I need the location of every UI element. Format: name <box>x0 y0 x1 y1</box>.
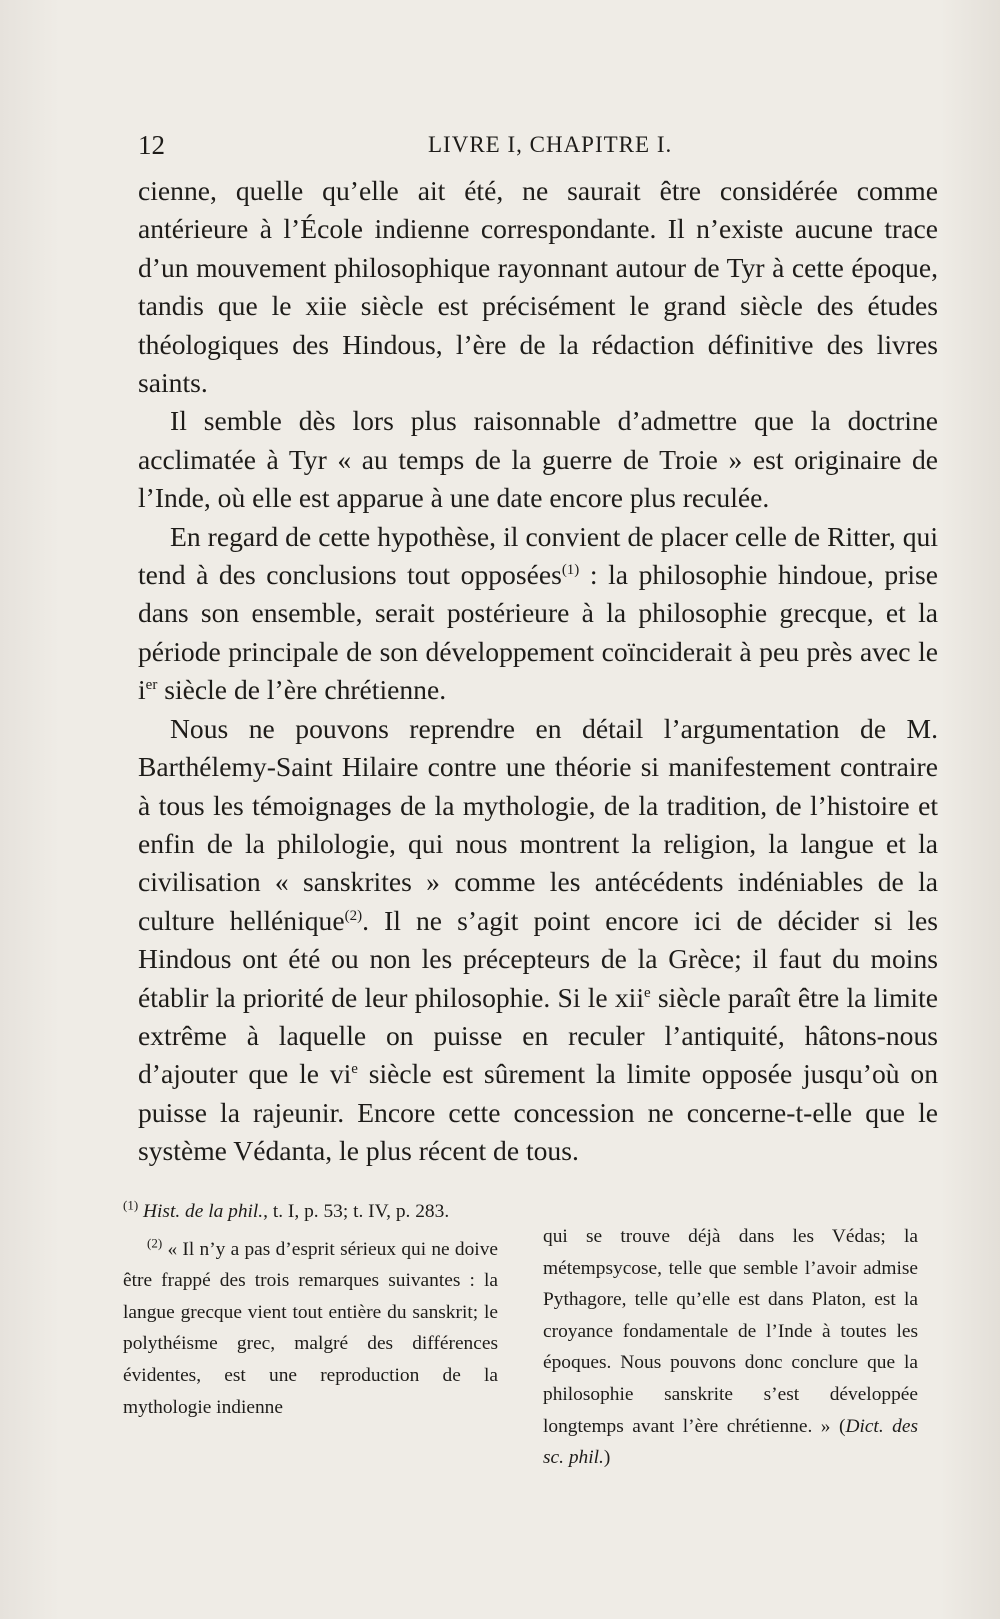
footnotes <box>123 1196 943 1496</box>
main-text <box>138 172 938 1171</box>
footnote-2-text-right: qui se trouve déjà dans les Védas; la métempsycose, telle que semble l’avoir admise Pythagore, telle qu’elle est dans Platon, est la croyance fondamentale de l’Inde à toutes les époques. Nous pouvons donc conclure que la philosophie sanskrite s’est développée longtemps avant l’ère chrétienne. » ( <box>543 1226 918 1437</box>
footnote-ref-2: (2) <box>344 907 363 924</box>
page-number: 12 <box>138 130 165 160</box>
footnote-column-left <box>123 1196 498 1423</box>
footnote-1-title: Hist. de la phil. <box>143 1201 264 1222</box>
ordinal-suffix: er <box>145 677 158 694</box>
paragraph-3-text-c: siècle de l’ère chrétienne. <box>157 674 447 706</box>
century-suffix-1: e <box>644 984 651 1001</box>
paragraph-2: Il semble dès lors plus raisonnable d’admettre que la doctrine acclimatée à Tyr « au temps de la guerre de Troie » est originaire de l’Inde, où elle est apparue à une date encore plus reculée. <box>138 405 938 514</box>
footnote-2-continuation <box>543 1221 918 1474</box>
running-title: LIVRE I, CHAPITRE I. <box>428 132 673 157</box>
paragraph-4 <box>138 710 938 1171</box>
footnote-2-start <box>123 1234 498 1424</box>
footnote-2-close: ) <box>603 1447 611 1469</box>
century-suffix-2: e <box>351 1061 358 1078</box>
century-numeral-1: xii <box>614 981 644 1013</box>
paragraph-4-text-b: . Il ne s’agit point encore ici de décider si les Hindous ont été ou non les précepteurs de la Grèce; il faut du moins établir la priorité de leur philosophie. Si le <box>138 904 938 1013</box>
footnote-2-text-left: « Il n’y a pas d’esprit sérieux qui ne doive être frappé des trois remarques suivantes : la langue grecque vient tout entière du sanskrit; le polythéisme grec, malgré des différences évidentes, est une reproduction de la mythologie indienne <box>123 1238 498 1418</box>
paragraph-1: cienne, quelle qu’elle ait été, ne saurait être considérée comme antérieure à l’École indienne correspondante. Il n’existe aucune trace d’un mouvement philosophique rayonnant autour de Tyr à cette époque, tandis que le xiie siècle est précisément le grand siècle des études théologiques des Hindous, l’ère de la rédaction définitive des livres saints. <box>138 175 938 399</box>
footnote-2-mark: (2) <box>147 1235 163 1251</box>
paragraph-3-text-a: En regard de cette hypothèse, il convient de placer celle de Ritter, qui tend à des conclusions tout opposées <box>138 520 938 591</box>
footnote-1-text: , t. I, p. 53; t. IV, p. 283. <box>263 1201 450 1222</box>
paragraph-4-text-d: siècle est sûrement la limite opposée jusqu’où on puisse la rajeunir. Encore cette concession ne concerne-t-elle que le système Védanta, le plus récent de tous. <box>138 1058 938 1167</box>
footnote-1-mark: (1) <box>123 1197 139 1213</box>
century-numeral-2: vi <box>329 1058 352 1090</box>
footnote-1 <box>123 1196 498 1228</box>
paragraph-4-text-c: siècle paraît être la limite extrême à laquelle on puisse en reculer l’antiquité, hâtons-nous d’ajouter que le <box>138 981 939 1090</box>
footnote-column-right <box>543 1221 918 1474</box>
paragraph-4-text-a: Nous ne pouvons reprendre en détail l’argumentation de M. Barthélemy-Saint Hilaire contre une théorie si manifestement contraire à tous les témoignages de la mythologie, de la tradition, de l’histoire et enfin de la philologie, qui nous montrent la religion, la langue et la civilisation « sanskrites » comme les antécédents indéniables de la culture hellénique <box>138 712 938 936</box>
footnote-2-source: Dict. des sc. phil. <box>543 1415 918 1469</box>
page-header <box>138 124 938 164</box>
paragraph-3 <box>138 518 938 710</box>
paragraph-3-text-b: : la philosophie hindoue, prise dans son ensemble, serait postérieure à la philosophie grecque, et la période principale de son développement coïnciderait à peu près avec le <box>138 559 938 667</box>
footnote-ref-1: (1) <box>561 561 580 578</box>
ordinal-numeral: i <box>138 674 146 706</box>
